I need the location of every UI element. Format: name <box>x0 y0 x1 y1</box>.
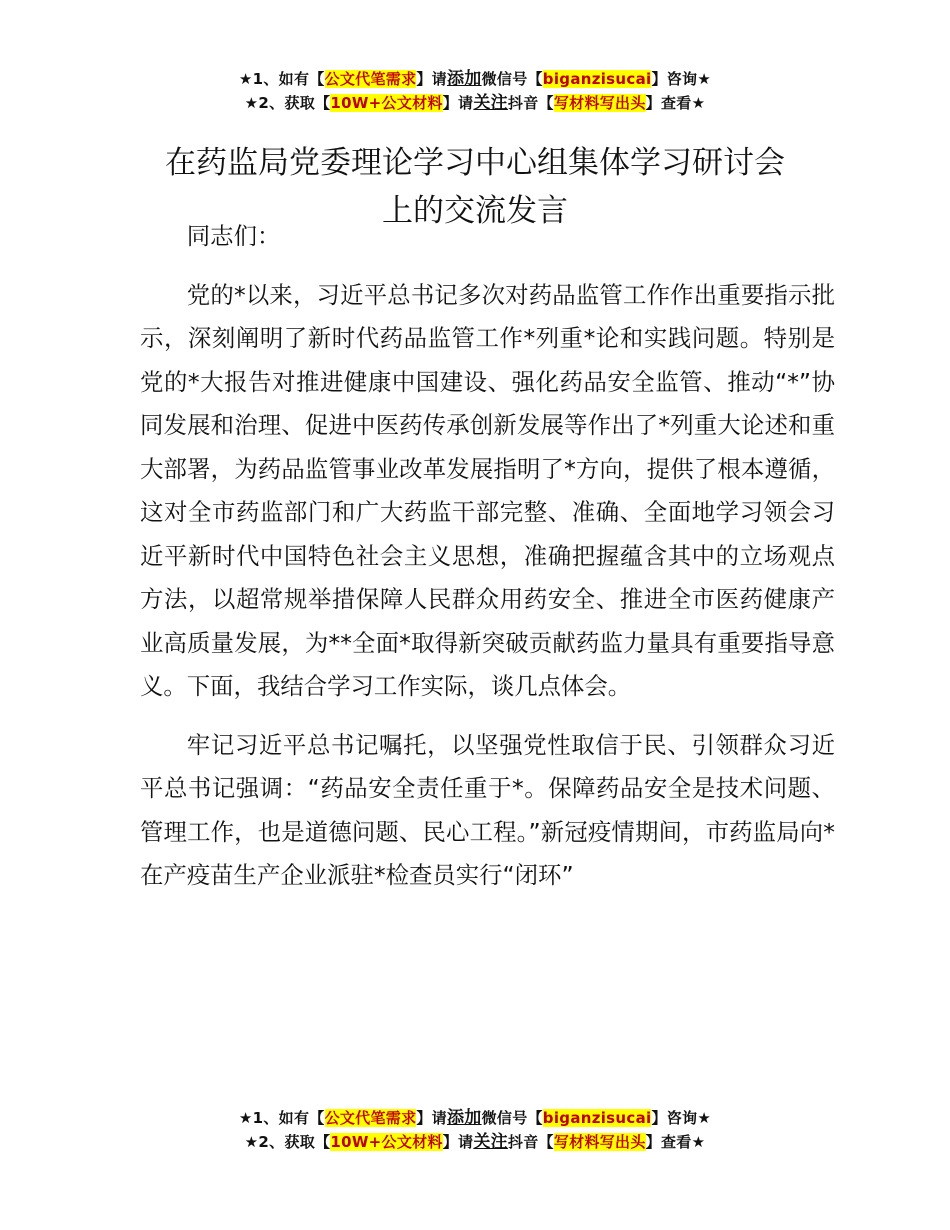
header-notice-line-2: ★2、获取【10W+公文材料】请关注抖音【写材料写出头】查看★ <box>244 93 706 113</box>
document-body <box>140 215 835 898</box>
header-notice-line-1: ★1、如有【公文代笔需求】请添加微信号【biganzisucai】咨询★ <box>238 69 712 89</box>
footer-notice <box>0 1106 950 1154</box>
paragraph-2: 牢记习近平总书记嘱托，以坚强党性取信于民、引领群众习近平总书记强调：“药品安全责任重于*。保障药品安全是技术问题、管理工作，也是道德问题、民心工程。”新冠疫情期间，市药监局向*在产疫苗生产企业派驻*检查员实行“闭环” <box>140 730 835 889</box>
footer-notice-line-1: ★1、如有【公文代笔需求】请添加微信号【biganzisucai】咨询★ <box>238 1108 712 1128</box>
document-title-line-1: 在药监局党委理论学习中心组集体学习研讨会 <box>165 144 785 181</box>
highlight-service: 公文代笔需求 <box>324 70 417 88</box>
salutation: 同志们： <box>186 222 281 250</box>
highlight-wechat-id: biganzisucai <box>542 1109 652 1127</box>
highlight-materials: 10W+公文材料 <box>330 94 443 112</box>
highlight-materials: 10W+公文材料 <box>330 1133 443 1151</box>
highlight-wechat-id: biganzisucai <box>542 70 652 88</box>
header-notice <box>0 67 950 115</box>
document-title-line-2: 上的交流发言 <box>382 192 568 229</box>
paragraph-1: 党的*以来，习近平总书记多次对药品监管工作作出重要指示批示，深刻阐明了新时代药品监管工作*列重*论和实践问题。特别是党的*大报告对推进健康中国建设、强化药品安全监管、推动“*”协同发展和治理、促进中医药传承创新发展等作出了*列重大论述和重大部署，为药品监管事业改革发展指明了*方向，提供了根本遵循，这对全市药监部门和广大药监干部完整、准确、全面地学习领会习近平新时代中国特色社会主义思想，准确把握蕴含其中的立场观点方法，以超常规举措保障人民群众用药安全、推进全市医药健康产业高质量发展，为**全面*取得新突破贡献药监力量具有重要指导意义。下面，我结合学习工作实际，谈几点体会。 <box>140 280 835 700</box>
highlight-douyin-account: 写材料写出头 <box>553 94 646 112</box>
highlight-service: 公文代笔需求 <box>324 1109 417 1127</box>
highlight-douyin-account: 写材料写出头 <box>553 1133 646 1151</box>
footer-notice-line-2: ★2、获取【10W+公文材料】请关注抖音【写材料写出头】查看★ <box>244 1132 706 1152</box>
